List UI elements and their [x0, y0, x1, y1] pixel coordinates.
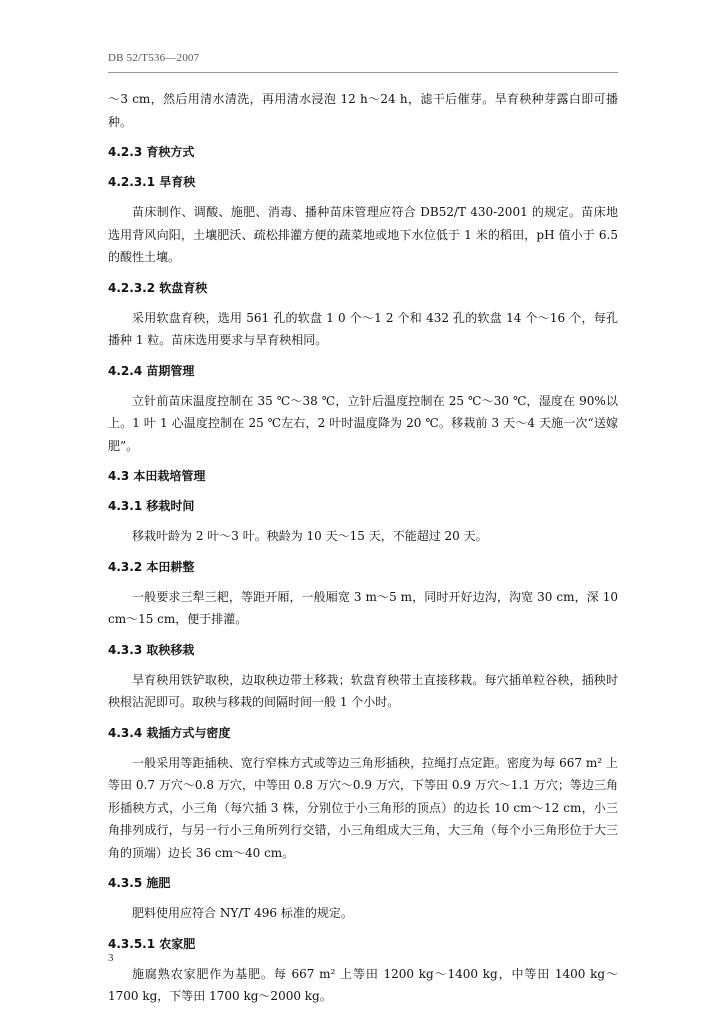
paragraph: 旱育秧用铁铲取秧，边取秧边带土移栽；软盘育秧带土直接移栽。每穴插单粒谷秧，插秧时秧根沾泥即可。取秧与移栽的间隔时间一般 1 个小时。	[108, 672, 618, 709]
section-heading: 4.2.3.1 旱育秧	[108, 175, 196, 189]
section-heading: 4.2.3 育秧方式	[108, 145, 195, 159]
paragraph: 一般采用等距插秧、宽行窄株方式或等边三角形插秧，拉绳打点定距。密度为每 667 m² 上等田 0.7 万穴～0.8 万穴，中等田 0.8 万穴～0.9 万穴，下等田 0.9 万穴～1.1 万穴；等边三角形插秧方式，小三角（每穴插 3 株，分别位于小三角形的顶点）的边长 10 cm～12 cm，小三角排列成行，与另一行小三角所列行交错，小三角组成大三角，大三角（每个小三角形位于大三角的顶端）边长 36 cm～40 cm。	[108, 755, 618, 860]
section-heading: 4.3.3 取秧移栽	[108, 642, 195, 657]
paragraph: ～3 cm，然后用清水清洗，再用清水浸泡 12 h～24 h，滤干后催芽。旱育秧种芽露白即可播种。	[108, 92, 618, 129]
section-heading: 4.2.4 苗期管理	[108, 363, 195, 378]
paragraph: 立针前苗床温度控制在 35 ℃～38 ℃，立针后温度控制在 25 ℃～30 ℃，湿度在 90%以上。1 叶 1 心温度控制在 25 ℃左右，2 叶时温度降为 20 ℃。移栽前 3 天～4 天施一次“送嫁肥”。	[108, 393, 618, 453]
paragraph: 施腐熟农家肥作为基肥。每 667 m² 上等田 1200 kg～1400 kg，中等田 1400 kg～1700 kg，下等田 1700 kg～2000 kg。	[108, 966, 618, 1003]
section-heading: 4.3.1 移栽时间	[108, 499, 195, 513]
header-divider	[108, 72, 618, 73]
paragraph: 肥料使用应符合 NY/T 496 标准的规定。	[132, 906, 353, 920]
document-body	[108, 88, 618, 1008]
paragraph: 一般要求三犁三耙，等距开厢，一般厢宽 3 m～5 m，同时开好边沟，沟宽 30 cm，深 10 cm～15 cm，便于排灌。	[108, 589, 618, 626]
section-heading: 4.2.3.2 软盘育秧	[108, 280, 208, 295]
paragraph: 移栽叶龄为 2 叶～3 叶。秧龄为 10 天～15 天，不能超过 20 天。	[132, 529, 488, 543]
section-heading: 4.3.4 栽插方式与密度	[108, 725, 231, 740]
paragraph: 采用软盘育秧，选用 561 孔的软盘 1 0 个～1 2 个和 432 孔的软盘 14 个～16 个，每孔播种 1 粒。苗床选用要求与旱育秧相同。	[108, 310, 618, 347]
standard-id-header: DB 52/T536—2007	[108, 52, 200, 64]
section-heading: 4.3.2 本田耕整	[108, 559, 195, 574]
section-heading: 4.3.5 施肥	[108, 876, 171, 890]
page-number: 3	[108, 952, 114, 964]
paragraph: 苗床制作、调酸、施肥、消毒、播种苗床管理应符合 DB52/T 430-2001 的规定。苗床地选用背风向阳，土壤肥沃、疏松排灌方便的蔬菜地或地下水位低于 1 米的稻田，pH 值小于 6.5 的酸性土壤。	[108, 205, 618, 264]
section-heading: 4.3.5.1 农家肥	[108, 936, 196, 951]
section-heading: 4.3 本田栽培管理	[108, 469, 206, 483]
